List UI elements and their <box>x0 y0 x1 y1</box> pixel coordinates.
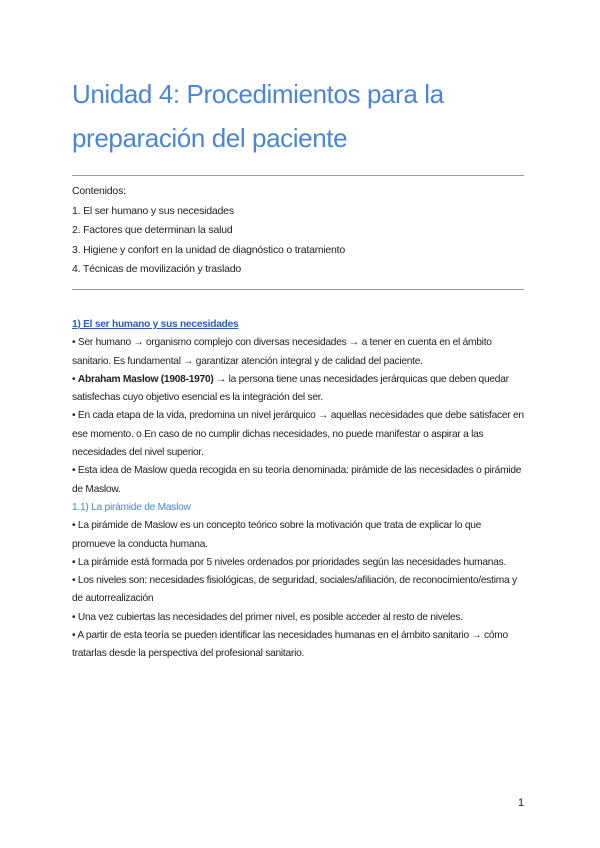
bullet: • <box>72 373 78 385</box>
contents-item: 2. Factores que determinan la salud <box>72 224 233 236</box>
page-number: 1 <box>518 797 525 809</box>
paragraph <box>72 371 528 408</box>
document-body <box>72 316 528 664</box>
contents-list <box>72 182 532 280</box>
contents-item: 4. Técnicas de movilización y traslado <box>72 263 242 275</box>
paragraph: • Ser humano → organismo complejo con diversas necesidades → a tener en cuenta en el ámbito sanitario. Es fundamental → garantizar atención integral y de calidad del paciente. <box>72 337 492 367</box>
contents-heading: Contenidos: <box>72 185 126 197</box>
paragraph: • La pirámide de Maslow es un concepto teórico sobre la motivación que trata de explicar lo que <box>72 520 482 532</box>
paragraph: promueve la conducta humana. <box>72 538 208 550</box>
paragraph: • A partir de esta teoría se pueden identificar las necesidades humanas en el ámbito sanitario → cómo tratarlas desde la perspectiva del profesional sanitario. <box>72 630 508 660</box>
paragraph: • En cada etapa de la vida, predomina un nivel jerárquico → aquellas necesidades que debe satisfacer en ese momento. o En caso de no cumplir dichas necesidades, no puede manifestar o aspirar a las necesidades del nivel superior. <box>72 410 524 459</box>
divider-bottom <box>72 289 524 290</box>
page-title: Unidad 4: Procedimientos para la preparación del paciente <box>72 79 444 153</box>
maslow-name: Abraham Maslow (1908-1970) <box>77 373 214 385</box>
subsection-heading: 1.1) La pirámide de Maslow <box>72 501 191 513</box>
contents-item: 1. El ser humano y sus necesidades <box>72 204 234 217</box>
paragraph: • Una vez cubiertas las necesidades del primer nivel, es posible acceder al resto de niveles. <box>72 611 463 623</box>
paragraph-text: → la persona tiene unas necesidades jerárquicas que deben quedar satisfechas cuyo objetivo esencial es la integración del ser. <box>72 373 509 404</box>
section-heading: 1) El ser humano y sus necesidades <box>72 319 239 330</box>
contents-item: 3. Higiene y confort en la unidad de diagnóstico o tratamiento <box>72 243 346 256</box>
paragraph: • La pirámide está formada por 5 niveles ordenados por prioridades según las necesidades humanas. <box>72 556 507 568</box>
divider-top <box>72 175 524 176</box>
paragraph: • Esta idea de Maslow queda recogida en su teoría denominada: pirámide de las necesidades o pirámide de Maslow. <box>72 465 522 495</box>
paragraph: • Los niveles son: necesidades fisiológicas, de seguridad, sociales/afiliación, de reconocimiento/estima y de autorrealización <box>72 575 517 605</box>
